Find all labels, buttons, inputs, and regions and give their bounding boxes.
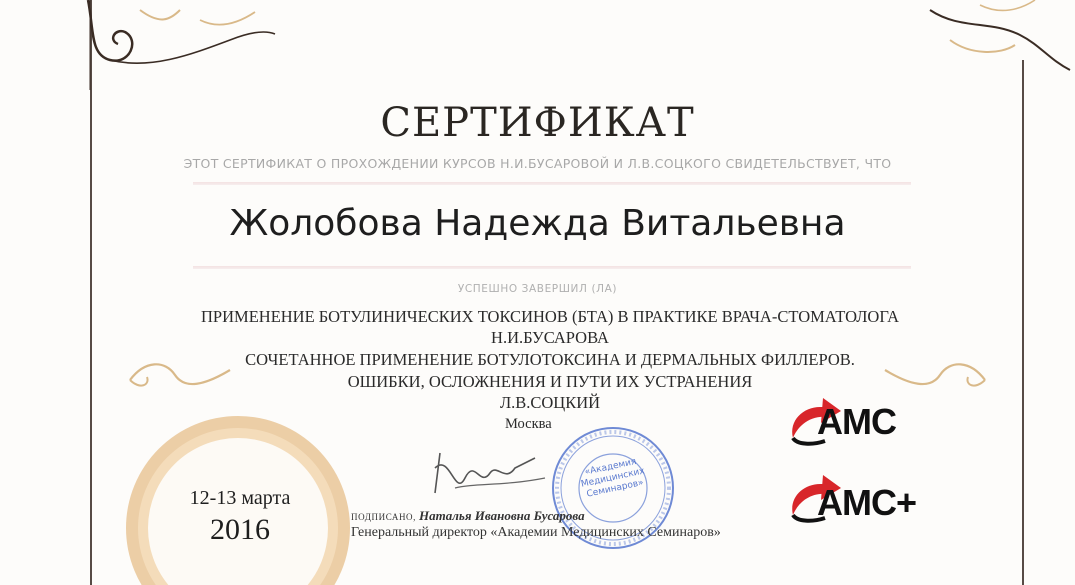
amc-plus-logo bbox=[783, 470, 973, 530]
course-line: Л.В.СОЦКИЙ bbox=[499, 393, 601, 412]
amc-plus-logo-text: AMC+ bbox=[817, 482, 917, 523]
bottom-rule bbox=[193, 266, 911, 269]
city-label: Москва bbox=[505, 416, 552, 432]
seal-dates: 12-13 марта bbox=[189, 487, 291, 509]
signature-block bbox=[351, 508, 741, 541]
course-line: Н.И.БУСАРОВА bbox=[491, 328, 609, 347]
seal-year: 2016 bbox=[210, 513, 270, 546]
recipient-name: Жолобова Надежда Витальевна bbox=[229, 203, 846, 244]
completed-label: УСПЕШНО ЗАВЕРШИЛ (ЛА) bbox=[457, 283, 618, 295]
course-line: ПРИМЕНЕНИЕ БОТУЛИНИЧЕСКИХ ТОКСИНОВ (БТА) В ПРАКТИКЕ ВРАЧА-СТОМАТОЛОГА bbox=[201, 307, 899, 326]
stamp-text: «Академия Медицинских Семинаров» bbox=[580, 456, 646, 500]
top-right-ornament-icon bbox=[920, 0, 1075, 80]
course-line: ОШИБКИ, ОСЛОЖНЕНИЯ И ПУТИ ИХ УСТРАНЕНИЯ bbox=[347, 372, 753, 391]
top-rule bbox=[193, 182, 911, 185]
signed-label: ПОДПИСАНО, bbox=[351, 512, 416, 522]
certificate-subtitle: ЭТОТ СЕРТИФИКАТ О ПРОХОЖДЕНИИ КУРСОВ Н.И.БУСАРОВОЙ И Л.В.СОЦКОГО СВИДЕТЕЛЬСТВУЕТ, ЧТО bbox=[183, 156, 892, 171]
amc-logo bbox=[783, 393, 933, 448]
top-left-ornament-icon bbox=[80, 0, 280, 90]
certificate-title: СЕРТИФИКАТ bbox=[380, 100, 695, 146]
signer-position: Генеральный директор «Академии Медицинских Семинаров» bbox=[351, 525, 721, 540]
signer-name: Наталья Ивановна Бусарова bbox=[419, 508, 585, 523]
course-line: СОЧЕТАННОЕ ПРИМЕНЕНИЕ БОТУЛОТОКСИНА И ДЕРМАЛЬНЫХ ФИЛЛЕРОВ. bbox=[245, 350, 855, 369]
amc-logo-text: AMC bbox=[817, 401, 896, 442]
